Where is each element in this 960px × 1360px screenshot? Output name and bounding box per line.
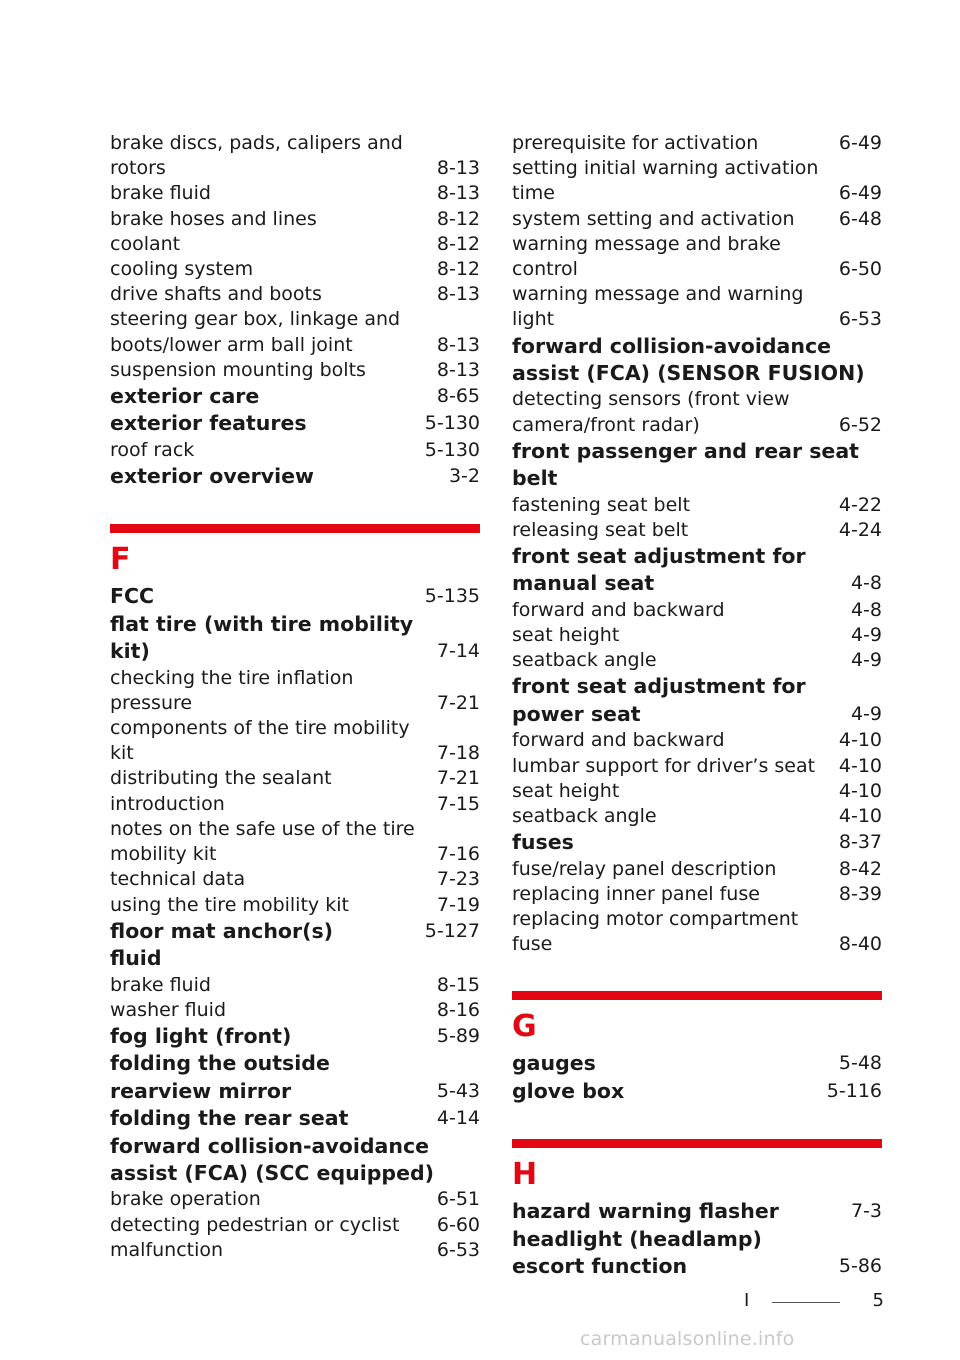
index-subentry bbox=[110, 1187, 480, 1212]
entry-page: 4-8 bbox=[850, 572, 882, 595]
entry-text: suspension mounting bolts bbox=[110, 358, 366, 381]
index-subentry bbox=[512, 857, 882, 882]
entry-text: exterior care bbox=[110, 384, 260, 409]
entry-page: 6-50 bbox=[838, 258, 882, 281]
entry-page: 6-53 bbox=[436, 1238, 480, 1261]
entry-page: 8-13 bbox=[436, 182, 480, 205]
index-entry bbox=[110, 945, 480, 972]
entry-page: 8-12 bbox=[436, 232, 480, 255]
entry-page: 4-14 bbox=[436, 1107, 480, 1130]
index-entry bbox=[110, 1050, 480, 1105]
index-entry-group bbox=[512, 131, 882, 957]
section-divider-bar bbox=[512, 1139, 882, 1148]
entry-page: 7-21 bbox=[436, 691, 480, 714]
entry-text: releasing seat belt bbox=[512, 518, 689, 541]
entry-page: 5-43 bbox=[436, 1079, 480, 1102]
entry-text: front seat adjustment for manual seat bbox=[512, 544, 806, 596]
entry-text: steering gear box, linkage and boots/lower arm ball joint bbox=[110, 308, 401, 356]
entry-text: detecting sensors (front view camera/front radar) bbox=[512, 388, 790, 436]
entry-text: fastening seat belt bbox=[512, 493, 691, 516]
index-subentry bbox=[110, 257, 480, 282]
index-subentry bbox=[512, 207, 882, 232]
index-subentry bbox=[512, 623, 882, 648]
entry-page: 4-9 bbox=[850, 624, 882, 647]
index-column-right bbox=[512, 131, 882, 1280]
entry-text: folding the outside rearview mirror bbox=[110, 1051, 330, 1103]
index-subentry bbox=[110, 716, 480, 766]
index-subentry bbox=[512, 779, 882, 804]
index-entry bbox=[512, 1198, 882, 1225]
page-number: 5 bbox=[872, 1290, 884, 1311]
footer-section-label: I bbox=[744, 1290, 750, 1311]
entry-text: headlight (headlamp) escort function bbox=[512, 1226, 762, 1278]
index-entry bbox=[512, 543, 882, 598]
entry-page: 8-12 bbox=[436, 207, 480, 230]
entry-page: 7-15 bbox=[436, 792, 480, 815]
entry-text: hazard warning flasher bbox=[512, 1199, 779, 1224]
index-section bbox=[512, 1139, 882, 1280]
entry-text: glove box bbox=[512, 1078, 625, 1103]
entry-page: 4-9 bbox=[850, 649, 882, 672]
entry-page: 4-22 bbox=[838, 493, 882, 516]
entry-page: 6-49 bbox=[838, 132, 882, 154]
index-subentry bbox=[512, 754, 882, 779]
entry-text: forward and backward bbox=[512, 729, 725, 752]
index-entry bbox=[512, 1226, 882, 1281]
entry-text: drive shafts and boots bbox=[110, 283, 322, 306]
entry-page: 5-89 bbox=[436, 1024, 480, 1047]
entry-page: 5-130 bbox=[424, 438, 480, 461]
entry-text: washer fluid bbox=[110, 998, 227, 1021]
entry-page: 8-15 bbox=[436, 973, 480, 996]
entry-text: cooling system bbox=[110, 258, 254, 281]
entry-page: 6-48 bbox=[838, 207, 882, 230]
entry-text: prerequisite for activation bbox=[512, 132, 759, 154]
index-subentry bbox=[512, 882, 882, 907]
index-subentry bbox=[110, 998, 480, 1023]
entry-text: front passenger and rear seat belt bbox=[512, 438, 859, 491]
entry-page: 8-39 bbox=[838, 882, 882, 905]
index-subentry bbox=[110, 792, 480, 817]
index-entry bbox=[110, 410, 480, 437]
entry-page: 8-40 bbox=[838, 933, 882, 956]
entry-text: replacing inner panel fuse bbox=[512, 882, 760, 905]
index-subentry bbox=[512, 387, 882, 437]
index-subentry bbox=[110, 973, 480, 998]
index-subentry bbox=[110, 766, 480, 791]
entry-page: 8-12 bbox=[436, 258, 480, 281]
entry-page: 8-65 bbox=[436, 385, 480, 408]
entry-text: seat height bbox=[512, 624, 620, 647]
footer-divider bbox=[772, 1302, 840, 1303]
entry-page: 5-116 bbox=[826, 1079, 882, 1102]
entry-text: lumbar support for driver’s seat bbox=[512, 754, 816, 777]
index-subentry bbox=[512, 648, 882, 673]
index-column-left bbox=[110, 131, 480, 1263]
entry-text: flat tire (with tire mobility kit) bbox=[110, 611, 414, 664]
entry-page: 7-21 bbox=[436, 767, 480, 790]
entry-text: detecting pedestrian or cyclist bbox=[110, 1213, 400, 1236]
index-entry bbox=[110, 383, 480, 410]
entry-page: 6-49 bbox=[838, 182, 882, 205]
watermark: carmanualsonline.info bbox=[580, 1328, 795, 1350]
index-subentry bbox=[512, 518, 882, 543]
index-subentry bbox=[512, 232, 882, 282]
index-subentry bbox=[110, 438, 480, 463]
entry-page: 7-23 bbox=[436, 868, 480, 891]
entry-text: FCC bbox=[110, 584, 155, 609]
section-divider-bar bbox=[512, 991, 882, 1000]
entry-page: 8-13 bbox=[436, 157, 480, 180]
index-entry bbox=[110, 918, 480, 945]
index-subentry bbox=[512, 493, 882, 518]
entry-page: 8-37 bbox=[838, 831, 882, 854]
index-subentry bbox=[512, 131, 882, 156]
index-subentry bbox=[110, 1238, 480, 1263]
entry-text: components of the tire mobility kit bbox=[110, 717, 410, 765]
entry-text: warning message and warning light bbox=[512, 283, 804, 331]
entry-page: 4-10 bbox=[838, 804, 882, 827]
index-entry bbox=[110, 1105, 480, 1132]
index-subentry bbox=[110, 1213, 480, 1238]
entry-text: introduction bbox=[110, 792, 225, 815]
entry-text: brake fluid bbox=[110, 182, 211, 205]
entry-text: malfunction bbox=[110, 1238, 224, 1261]
entry-text: floor mat anchor(s) bbox=[110, 918, 334, 943]
entry-text: fuses bbox=[512, 830, 574, 855]
index-section bbox=[512, 991, 882, 1105]
entry-page: 5-130 bbox=[424, 412, 480, 435]
entry-page: 6-53 bbox=[838, 308, 882, 331]
entry-text: brake hoses and lines bbox=[110, 207, 317, 230]
index-subentry bbox=[110, 666, 480, 716]
entry-page: 7-18 bbox=[436, 742, 480, 765]
entry-text: gauges bbox=[512, 1051, 596, 1076]
entry-page: 5-127 bbox=[424, 919, 480, 942]
entry-page: 4-10 bbox=[838, 729, 882, 752]
index-entry bbox=[110, 463, 480, 490]
entry-page: 7-3 bbox=[850, 1200, 882, 1223]
index-subentry bbox=[110, 207, 480, 232]
entry-page: 5-86 bbox=[838, 1254, 882, 1277]
entry-page: 3-2 bbox=[448, 465, 480, 488]
entry-page: 4-8 bbox=[850, 598, 882, 621]
entry-text: seatback angle bbox=[512, 649, 657, 672]
entry-text: forward collision-avoidance assist (FCA) (SENSOR FUSION) bbox=[512, 333, 865, 386]
index-entry bbox=[512, 438, 882, 493]
index-entry bbox=[512, 1050, 882, 1077]
entry-text: fluid bbox=[110, 946, 162, 971]
entry-page: 8-42 bbox=[838, 857, 882, 880]
index-subentry bbox=[110, 867, 480, 892]
entry-text: coolant bbox=[110, 232, 181, 255]
index-subentry bbox=[110, 893, 480, 918]
index-entry bbox=[512, 673, 882, 728]
index-section bbox=[110, 524, 480, 1263]
entry-page: 8-13 bbox=[436, 358, 480, 381]
index-subentry bbox=[110, 131, 480, 181]
entry-page: 4-10 bbox=[838, 779, 882, 802]
entry-text: fog light (front) bbox=[110, 1023, 292, 1048]
index-subentry bbox=[110, 358, 480, 383]
index-subentry bbox=[512, 804, 882, 829]
section-letter: G bbox=[512, 1009, 537, 1045]
entry-text: brake operation bbox=[110, 1188, 261, 1211]
entry-page: 8-16 bbox=[436, 998, 480, 1021]
section-letter: F bbox=[110, 542, 131, 578]
entry-text: notes on the safe use of the tire mobility kit bbox=[110, 817, 415, 866]
entry-text: fuse/relay panel description bbox=[512, 857, 777, 880]
entry-page: 6-51 bbox=[436, 1188, 480, 1211]
index-entry-group bbox=[110, 131, 480, 490]
entry-page: 4-9 bbox=[850, 702, 882, 725]
index-subentry bbox=[110, 307, 480, 357]
entry-text: warning message and brake control bbox=[512, 232, 781, 281]
section-letter: H bbox=[512, 1157, 538, 1193]
entry-page: 6-52 bbox=[838, 413, 882, 436]
index-entry bbox=[110, 583, 480, 610]
entry-text: exterior overview bbox=[110, 464, 314, 489]
index-subentry bbox=[110, 232, 480, 257]
entry-text: technical data bbox=[110, 868, 246, 891]
entry-page: 5-135 bbox=[424, 585, 480, 608]
entry-text: exterior features bbox=[110, 411, 307, 436]
entry-page: 7-14 bbox=[436, 640, 480, 663]
entry-page: 4-24 bbox=[838, 518, 882, 541]
index-subentry bbox=[110, 282, 480, 307]
entry-page: 6-60 bbox=[436, 1213, 480, 1236]
entry-page: 8-13 bbox=[436, 333, 480, 356]
index-subentry bbox=[110, 181, 480, 206]
entry-text: front seat adjustment for power seat bbox=[512, 674, 806, 726]
entry-page: 7-19 bbox=[436, 893, 480, 916]
index-entry bbox=[512, 333, 882, 388]
index-subentry bbox=[512, 598, 882, 623]
entry-text: forward collision-avoidance assist (FCA) (SCC equipped) bbox=[110, 1133, 435, 1185]
entry-text: brake fluid bbox=[110, 973, 211, 996]
index-entry bbox=[512, 829, 882, 856]
entry-page: 8-13 bbox=[436, 283, 480, 306]
entry-text: roof rack bbox=[110, 438, 195, 461]
entry-text: seat height bbox=[512, 779, 620, 802]
entry-text: checking the tire inflation pressure bbox=[110, 666, 354, 714]
index-entry bbox=[110, 611, 480, 666]
page-footer bbox=[744, 1290, 884, 1314]
section-divider-bar bbox=[110, 524, 480, 533]
entry-text: system setting and activation bbox=[512, 207, 795, 230]
index-entry bbox=[512, 1078, 882, 1105]
entry-page: 5-48 bbox=[838, 1052, 882, 1075]
entry-text: brake discs, pads, calipers and rotors bbox=[110, 132, 403, 180]
entry-text: replacing motor compartment fuse bbox=[512, 907, 799, 956]
entry-text: seatback angle bbox=[512, 804, 657, 827]
index-subentry bbox=[512, 156, 882, 206]
index-entry bbox=[110, 1133, 480, 1188]
index-entry bbox=[110, 1023, 480, 1050]
entry-page: 7-16 bbox=[436, 843, 480, 866]
index-subentry bbox=[512, 282, 882, 332]
index-subentry bbox=[512, 907, 882, 957]
entry-text: folding the rear seat bbox=[110, 1106, 349, 1131]
index-subentry bbox=[110, 817, 480, 867]
entry-page: 4-10 bbox=[838, 754, 882, 777]
entry-text: using the tire mobility kit bbox=[110, 893, 349, 916]
entry-text: setting initial warning activation time bbox=[512, 157, 819, 205]
index-subentry bbox=[512, 728, 882, 753]
entry-text: forward and backward bbox=[512, 598, 725, 621]
entry-text: distributing the sealant bbox=[110, 767, 332, 790]
